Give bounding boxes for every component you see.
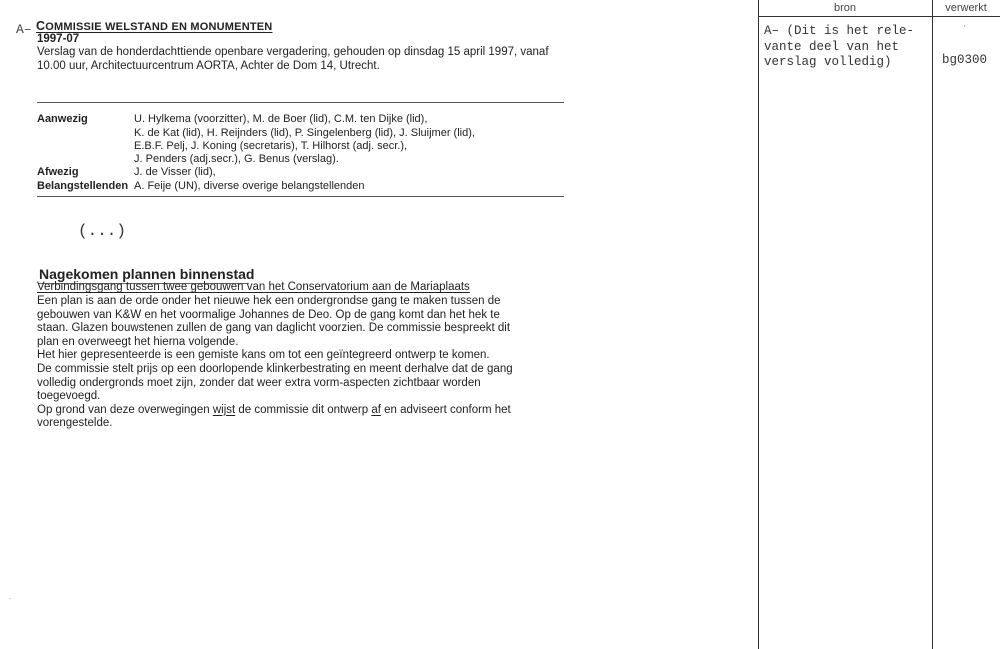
body-line: vorengestelde. <box>37 417 113 430</box>
commission-initial: C <box>36 19 46 33</box>
body-line: De commissie stelt prijs op een doorlopende klinkerbestrating en meent derhalve dat de gang <box>37 362 513 375</box>
section-title: Nagekomen plannen binnenstad <box>39 266 255 282</box>
intro-line: 10.00 uur, Architectuurcentrum AORTA, Achter de Dom 14, Utrecht. <box>37 60 380 72</box>
column-rule-left <box>758 0 759 649</box>
bron-column-header: bron <box>833 2 857 14</box>
stakeholders-value: A. Feije (UN), diverse overige belangstellenden <box>134 180 365 192</box>
commission-name: OMMISSIE WELSTAND EN MONUMENTEN <box>45 21 273 33</box>
body-line: volledig ondergronds moet zijn, zonder dat weer extra vorm-aspecten zichtbaar worden <box>37 376 481 389</box>
decision-line <box>37 404 537 418</box>
decision-text: de commissie dit ontwerp <box>235 403 372 416</box>
body-line: gebouwen van K&W en het voormalige Johannes de Deo. Op de gang komt dan het hek te <box>37 308 500 321</box>
present-line: E.B.F. Pelj, J. Koning (secretaris), T. Hilhorst (adj. secr.), <box>134 140 408 152</box>
verwerkt-column-header: verwerkt <box>945 2 987 14</box>
report-intro <box>37 45 577 73</box>
bron-note <box>764 24 914 71</box>
decision-particle: af <box>371 403 381 416</box>
column-header-rule <box>758 16 1000 17</box>
verwerkt-code: bg0300 <box>942 53 988 67</box>
decision-text: en adviseert conform het <box>380 403 511 416</box>
tick-mark: ' <box>964 24 966 33</box>
bron-note-line: vante deel van het <box>764 39 900 54</box>
omission-marker: (...) <box>78 222 127 240</box>
present-line: U. Hylkema (voorzitter), M. de Boer (lid), C.M. ten Dijke (lid), <box>134 113 428 125</box>
section-subheading: Verbindingsgang tussen twee gebouwen van het Conservatorium aan de Mariaplaats <box>37 281 470 293</box>
bron-note-line: verslag volledig) <box>764 55 892 69</box>
section-body <box>37 295 537 431</box>
body-line: staan. Glazen bouwstenen zullen de gang van daglicht voorzien. De commissie bespreekt dit <box>37 322 511 335</box>
body-line: Het hier gepresenteerde is een gemiste kans om tot een geïntegreerd ontwerp te komen. <box>37 349 490 362</box>
divider-top <box>37 102 564 103</box>
decision-verb: wijst <box>212 403 236 416</box>
body-line: Een plan is aan de orde onder het nieuwe hek een ondergrondse gang te maken tussen de <box>37 295 501 307</box>
scan-speck: . <box>9 592 12 601</box>
divider-bottom <box>37 196 564 197</box>
body-line: plan en overweegt het hierna volgende. <box>37 335 239 348</box>
commission-heading <box>36 19 272 33</box>
present-line: J. Penders (adj.secr.), G. Benus (verslag). <box>134 153 339 165</box>
body-line: toegevoegd. <box>37 390 101 403</box>
intro-line: Verslag van de honderdachttiende openbare vergadering, gehouden op dinsdag 15 april 1997, vanaf <box>37 46 549 58</box>
report-number: 1997-07 <box>37 33 80 45</box>
absent-value: J. de Visser (lid), <box>134 166 216 178</box>
decision-text: Op grond van deze overwegingen <box>37 403 213 416</box>
column-rule-middle <box>932 0 933 649</box>
bron-note-line: A– (Dit is het rele- <box>764 24 915 38</box>
absent-label: Afwezig <box>37 166 79 178</box>
stakeholders-label: Belangstellenden <box>37 180 129 192</box>
present-label: Aanwezig <box>37 113 88 125</box>
present-line: K. de Kat (lid), H. Reijnders (lid), P. Singelenberg (lid), J. Sluijmer (lid), <box>134 127 475 139</box>
margin-marker: A– <box>16 22 32 37</box>
